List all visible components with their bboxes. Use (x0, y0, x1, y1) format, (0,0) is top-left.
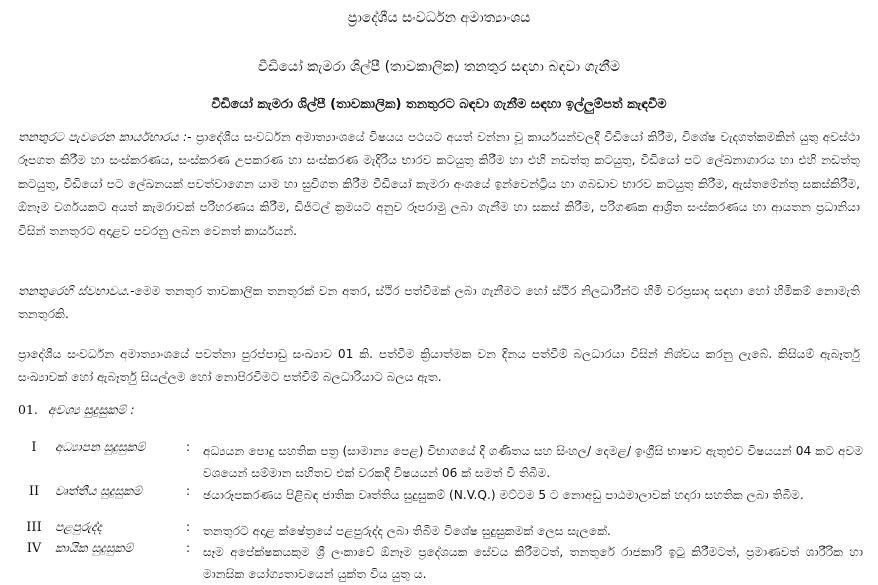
qualification-description: ඡයාරූපකරණය පිළිබඳ ජාතික වෘත්තිය සුදුසුකම් (N.V.Q.) මට්ටම 5 ට නොඅඩු පාඨමාලාවක් හදාරා සහතික ලබා තිබීම. (203, 488, 804, 502)
ministry-heading: ප්‍රාදේශීය සංවර්ධන අමාත්‍යාංශය (347, 10, 531, 26)
qualification-description: තනතුරට අදාළ ක්ෂේත්‍රයේ පළපුරුද්ද ලබා තිබීම විශේෂ සුදුසුකමක් ලෙස සැලකේ. (203, 524, 611, 538)
qualification-name: වෘත්තීය සුදුසුකම් (55, 484, 142, 498)
colon: : (186, 484, 191, 498)
colon: : (186, 541, 191, 555)
qualification-description: අධ්‍යයන පොදු සහතික පත්‍ර (සාමාන්‍ය පෙළ) විභාගයේ දී ගණිතය සහ සිංහල/ දෙමළ/ ඉංග්‍රීසි භාෂාව ඇතුළුව විෂයයන් 04 කට අවම වශයෙන් සම්මාන සහිතව එක් වරකදී විෂයයන් 06 ක් සමත් වී තිබීම. (203, 444, 863, 480)
vacancy-paragraph: ප්‍රාදේශීය සංවර්ධන අමාත්‍යාංශයේ පවත්නා පුරප්පාඩු සංඛ්‍යාව 01 කි. පත්වීම ක්‍රියාත්මක වන දිනය පත්වීම් බලධාරයා විසින් නිශ්චය කරනු ලැබේ. කිසියම් ඇබෑර්තු සංඛ්‍යාවක් හෝ ඇබෑර්තු සියල්ලම හෝ නොපිරවීමට පත්වීම් බලධාරියාට බලය ඇත. (18, 347, 860, 385)
duties-text: ප්‍රාදේශීය සංවර්ධන අමාත්‍යාංශයේ විෂයය පථයට අයත් වන්නා වූ කාර්යයන්වලදී වීඩියෝ කිරීම, විශේෂ වැදගත්කමකින් යුතු අවස්ථා රූපගත කිරීම හා සංස්කරණය, සංස්කරණ උපකරණ හා සංස්කරණ මැදිරිය භාරව කටයුතු කිරීම හා එහි නඩත්තු කටයුතු, වීඩියෝ පට ලේඛනාගාරය හා එහි නඩත්තු කටයුතු, වීඩියෝ පට ලේඛනයක් පවත්වාගෙන යාම හා සුචිගත කිරීම වීඩියෝ කැමරා අංශයේ ඉන්වෙන්ට්‍රිය හා ගබඩාව භාරව කටයුතු කිරීම, ඇස්තමේන්තු සකස්කිරීම, ඕනෑම වර්ගයකට අයත් කැමරාවක් පරිහරණය කිරීම, ඩිජිටල් ක්‍රමයට අනුව රූපරාමු ලබා ගැනීම හා සකස් කිරීම, පරිගණක ආශ්‍රිත සංස්කරණය හා ආයතන ප්‍රධානියා විසින් තනතුරට අදාළව පවරනු ලබන වෙනත් කාර්යයන්. (18, 130, 861, 238)
nature-paragraph (18, 280, 860, 327)
qualification-name: කායික සුදුසුකම් (55, 541, 134, 555)
qualification-description: සෑම අපේක්ෂකයකුම ශ්‍රී ලංකාවේ ඕනෑම ප්‍රදේශයක සේවය කිරීමටත්, තනතුරේ රාජකාරි ඉටු කිරීමටත්, ප්‍රමාණවත් ශාරීරික හා මානසික යෝග්‍යතාවයෙන් යුක්ත විය යුතු ය. (203, 545, 863, 581)
nature-label: තනතුරෙහි ස්වභාවය.- (18, 284, 135, 298)
post-title: වීඩියෝ කැමරා ශිල්පී (තාවකාලික) තනතුර සඳහා බඳවා ගැනීම (258, 59, 620, 75)
duties-label: තනතුරට පැවරෙන කාර්යභාරය :- (18, 130, 192, 144)
roman-numeral: I (31, 440, 37, 455)
colon: : (186, 440, 191, 454)
section-number: 01. (18, 402, 38, 417)
qualification-name: පළපුරුද්ද (55, 520, 102, 534)
section-title: අවශ්‍ය සුදුසුකම් : (47, 402, 135, 417)
roman-numeral: III (26, 520, 42, 535)
colon: : (186, 520, 191, 534)
roman-numeral: IV (26, 541, 42, 556)
duties-paragraph (18, 126, 860, 243)
call-for-applications-title: වීඩියෝ කැමරා ශිල්පී (තාවකාලික) තනතුරට බඳවා ගැනීම සඳහා ඉල්ලුම්පත් කැඳවීම (211, 97, 667, 112)
qualification-name: අධ්‍යාපන සුදුසුකම් (55, 440, 146, 454)
nature-text: මෙම තනතුර තාවකාලික තනතුරක් වන අතර, ස්ථිර පත්වීමක් ලබා ගැනීමට හෝ ස්ථිර නිලධාරීන්ට හිමි වරප්‍රසාද සඳහා හෝ හිමිකම් නොමැති තනතුරකි. (18, 284, 860, 322)
qualifications-heading (18, 402, 135, 418)
roman-numeral: II (28, 484, 40, 499)
